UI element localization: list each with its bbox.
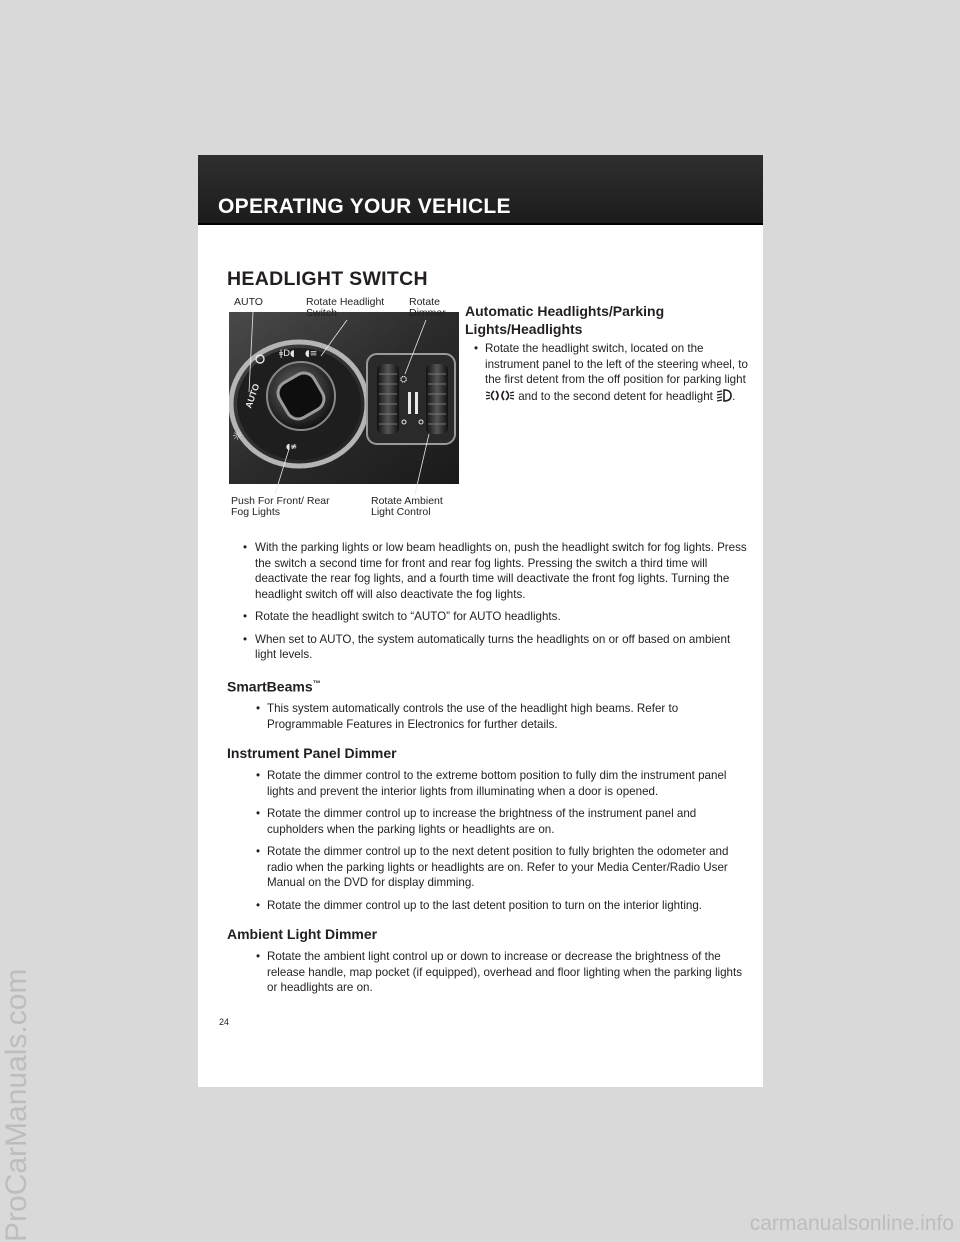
parking-light-icon [485, 388, 515, 403]
page-title: HEADLIGHT SWITCH [227, 268, 428, 290]
svg-text:◖≡: ◖≡ [305, 349, 318, 359]
headlight-icon [716, 388, 732, 403]
list-item [227, 768, 749, 799]
list-item [227, 701, 749, 732]
bullet-dot: • [474, 342, 479, 355]
page-number: 24 [219, 1017, 230, 1027]
switch-auto-label: AUTO [243, 382, 262, 410]
bullet-dot: • [243, 632, 248, 646]
dimmer-bullet-2: Rotate the dimmer control up to increase the brightness of the instrument panel and cupholders when the parking lights or headlights are on. [267, 807, 697, 836]
callout-rotate-dimmer: Rotate Dimmer [409, 296, 446, 319]
svg-text:◖≢: ◖≢ [286, 442, 297, 451]
manual-page [198, 155, 763, 1087]
svg-text:⛭: ⛭ [400, 375, 408, 385]
callout-ambient-light: Rotate Ambient Light Control [371, 495, 443, 518]
dimmer-bullet-3: Rotate the dimmer control up to the next detent position to fully brighten the odometer and radio when the parking lights or headlights are on. Refer to your Media Center/Radio User Manual on the DVD for display dimming. [267, 845, 729, 890]
svg-text:ǂD◖: ǂD◖ [279, 349, 295, 359]
instrument-panel-dimmer-heading: Instrument Panel Dimmer [227, 745, 397, 762]
bullet-dot: • [243, 610, 248, 623]
fog-lights-bullet: With the parking lights or low beam headlights on, push the headlight switch for fog lights. Press the switch a second time for front and rear fog lights. Pressing the switch a third time will deactivate the rear fog lights, and a fourth time will deactivate the front fog lights. Turning the headlight switch off will also deactivate the fog lights. [255, 541, 747, 601]
header-bar [198, 155, 763, 225]
ambient-bullet: Rotate the ambient light control up or down to increase or decrease the brightness of the release handle, map pocket (if equipped), overhead and floor lighting when the parking lights or headlights are on. [267, 950, 743, 995]
header-title: OPERATING YOUR VEHICLE [218, 195, 511, 218]
headlight-switch-figure [229, 294, 459, 520]
svg-text:☼: ☼ [232, 429, 243, 443]
list-item [227, 609, 749, 625]
callout-fog-lights: Push For Front/ Rear Fog Lights [231, 495, 330, 518]
list-item [227, 949, 749, 996]
trademark-mark: ™ [312, 678, 321, 688]
automatic-bullet-text-2: and to the second detent for headlight [518, 389, 713, 403]
list-item [227, 540, 749, 602]
bullet-dot: • [256, 845, 261, 859]
headlight-switch-photo [229, 294, 459, 520]
bullet-dot: • [256, 950, 261, 964]
watermark: ProCarManuals.com [0, 968, 33, 1242]
smartbeams-heading [227, 675, 749, 696]
list-item [227, 844, 749, 891]
bullet-dot: • [243, 541, 248, 554]
dimmer-bullet-4: Rotate the dimmer control up to the last detent position to turn on the interior lighting. [267, 898, 703, 912]
body-text [227, 540, 749, 1003]
dimmer-bullet-1: Rotate the dimmer control to the extreme bottom position to fully dim the instrument panel lights and prevent the interior lights from illuminating when a door is opened. [267, 769, 727, 798]
footer-watermark: carmanualsonline.info [749, 1212, 954, 1235]
header-rule [198, 223, 763, 225]
callout-auto: AUTO [234, 296, 263, 308]
bullet-dot: • [256, 702, 261, 716]
smartbeams-heading-text: SmartBeams [227, 678, 313, 695]
automatic-bullet-text-1: Rotate the headlight switch, located on the instrument panel to the left of the steering wheel, to the first detent from the off position for parking light [485, 342, 748, 386]
automatic-headlights-section [465, 302, 755, 404]
bullet-dot: • [256, 898, 261, 912]
list-item [465, 341, 755, 404]
smartbeams-bullet: This system automatically controls the use of the headlight high beams. Refer to Programmable Features in Electronics for further details. [267, 702, 679, 731]
list-item [227, 632, 749, 663]
bullet-dot: • [256, 807, 261, 821]
automatic-headlights-heading: Automatic Headlights/Parking Lights/Headlights [465, 303, 665, 337]
auto-bullet: Rotate the headlight switch to “AUTO” for AUTO headlights. [255, 610, 561, 623]
auto-ambient-bullet: When set to AUTO, the system automatically turns the headlights on or off based on ambient light levels. [255, 632, 731, 661]
ambient-light-dimmer-heading: Ambient Light Dimmer [227, 926, 378, 943]
bullet-dot: • [256, 769, 261, 783]
callout-rotate-headlight-switch: Rotate Headlight Switch [306, 296, 385, 319]
list-item [227, 806, 749, 837]
list-item [227, 898, 749, 914]
automatic-bullet-end: . [732, 389, 736, 403]
